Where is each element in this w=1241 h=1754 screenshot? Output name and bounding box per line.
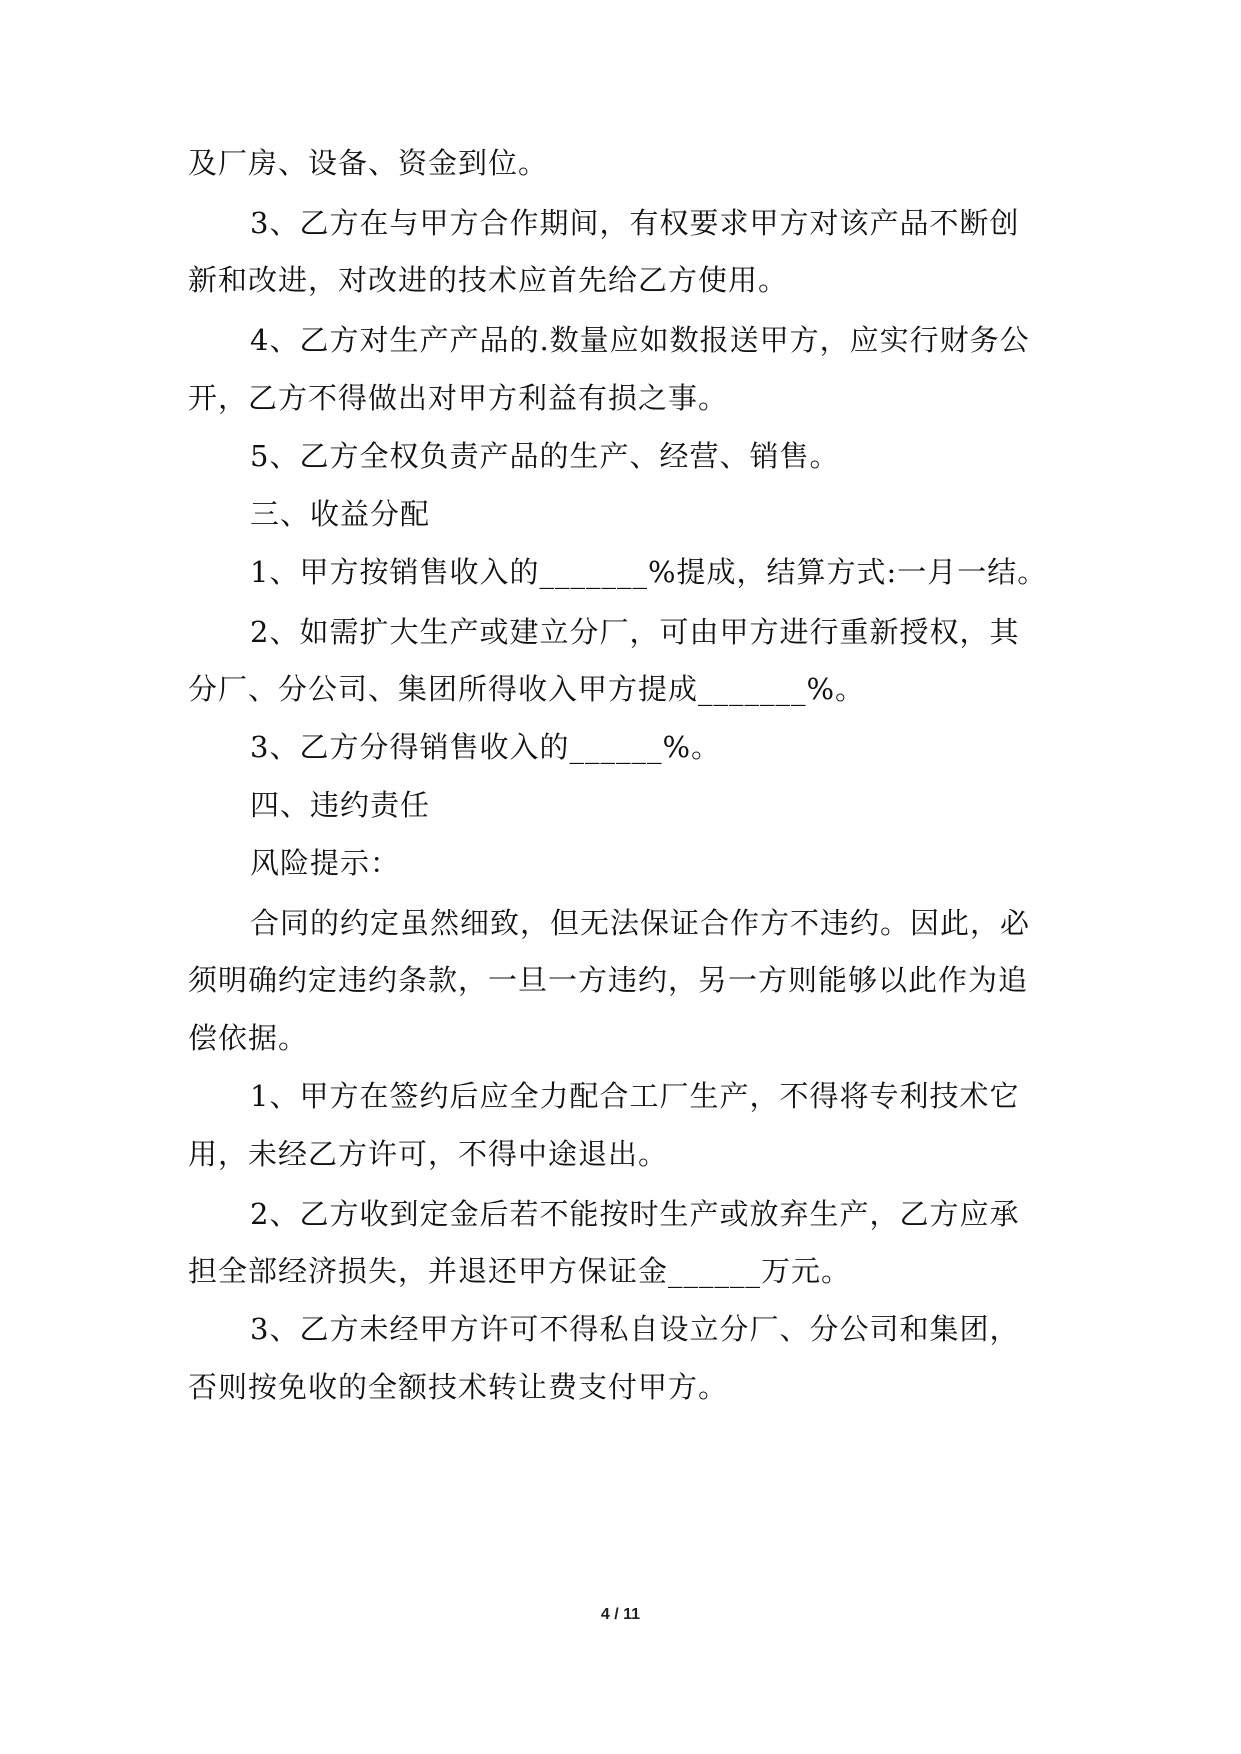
text-line: 2、乙方收到定金后若不能按时生产或放弃生产，乙方应承 — [250, 1197, 1020, 1231]
text-line: 1、甲方在签约后应全力配合工厂生产，不得将专利技术它 — [250, 1079, 1020, 1113]
text-line: 分厂、分公司、集团所得收入甲方提成_______%。 — [188, 672, 866, 706]
page-number: 4 / 11 — [600, 1606, 641, 1623]
text-line: 1、甲方按销售收入的_______%提成，结算方式:一月一结。 — [250, 555, 1048, 589]
text-line: 3、乙方在与甲方合作期间，有权要求甲方对该产品不断创 — [250, 206, 1020, 240]
text-line: 新和改进，对改进的技术应首先给乙方使用。 — [188, 263, 789, 297]
text-line: 3、乙方分得销售收入的______%。 — [250, 730, 722, 764]
text-line: 3、乙方未经甲方许可不得私自设立分厂、分公司和集团， — [250, 1312, 1020, 1346]
text-line: 须明确约定违约条款，一旦一方违约，另一方则能够以此作为追 — [188, 963, 1029, 997]
text-line: 及厂房、设备、资金到位。 — [188, 146, 549, 180]
text-line: 偿依据。 — [188, 1021, 309, 1055]
text-line: 4、乙方对生产产品的.数量应如数报送甲方，应实行财务公 — [250, 323, 1030, 357]
text-line: 用，未经乙方许可，不得中途退出。 — [188, 1137, 669, 1171]
text-line: 5、乙方全权负责产品的生产、经营、销售。 — [250, 439, 840, 473]
text-line: 开，乙方不得做出对甲方利益有损之事。 — [188, 381, 729, 415]
risk-note-label: 风险提示： — [250, 846, 401, 880]
text-line: 担全部经济损失，并退还甲方保证金______万元。 — [188, 1254, 852, 1288]
text-line: 合同的约定虽然细致，但无法保证合作方不违约。因此，必 — [250, 906, 1031, 940]
section-heading: 四、违约责任 — [250, 788, 431, 822]
text-line: 2、如需扩大生产或建立分厂，可由甲方进行重新授权，其 — [250, 615, 1020, 649]
section-heading: 三、收益分配 — [250, 497, 431, 531]
text-line: 否则按免收的全额技术转让费支付甲方。 — [188, 1370, 729, 1404]
